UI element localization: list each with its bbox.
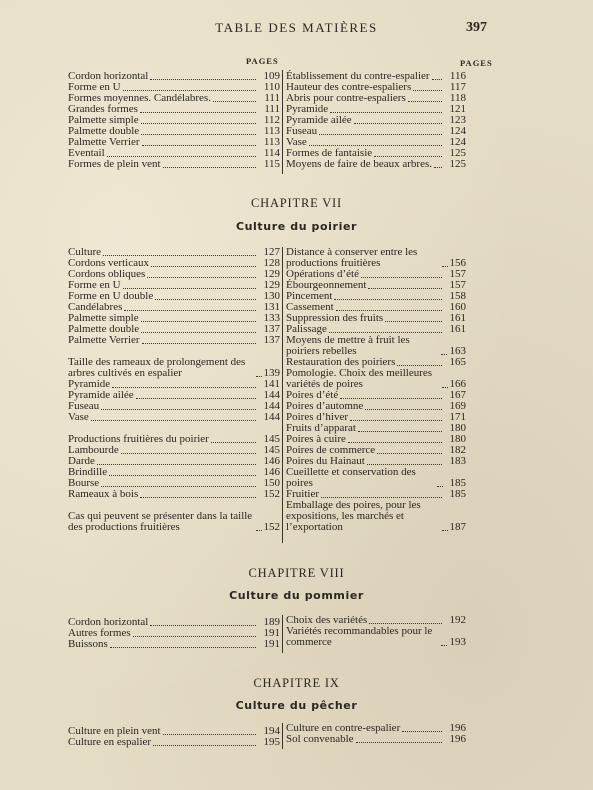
entry-page: 109 (263, 70, 280, 82)
entry-title: Forme en U (68, 81, 121, 93)
entry-page: 139 (263, 367, 280, 379)
entry-page: 191 (263, 627, 280, 639)
entry-page: 144 (263, 389, 280, 401)
dot-leader (101, 486, 256, 487)
dot-leader (213, 101, 256, 102)
toc-entry (68, 159, 280, 170)
entry-page: 121 (449, 103, 466, 115)
dot-leader (256, 376, 262, 377)
entry-page: 192 (449, 614, 466, 626)
toc-block-chapter-8 (68, 615, 468, 655)
entry-title: Palmette Verrier (68, 136, 140, 148)
toc-entry (68, 467, 280, 478)
entry-page: 158 (449, 290, 466, 302)
toc-block-continuation (68, 56, 493, 176)
dot-leader (329, 332, 442, 333)
running-head (0, 20, 593, 38)
toc-entry (68, 335, 280, 346)
entry-title: Moyens de faire de beaux arbres. (286, 158, 432, 170)
dot-leader (211, 442, 256, 443)
entry-title: Pyramide (68, 378, 111, 390)
entry-title: Emballage des poires, pour les expositions, les marchés et l’exportation (286, 499, 421, 533)
entry-page: 183 (449, 455, 466, 467)
entry-title: Établissement du contre-espalier (286, 70, 430, 82)
entry-title: Suppression des fruits (286, 312, 384, 324)
dot-leader (441, 354, 447, 355)
toc-entry (68, 500, 280, 533)
entry-page: 180 (449, 422, 466, 434)
entry-page: 137 (263, 334, 280, 346)
entry-page: 113 (263, 125, 280, 137)
column-divider (282, 247, 283, 543)
dot-leader (147, 277, 256, 278)
entry-page: 111 (264, 103, 280, 115)
entry-page: 166 (449, 378, 466, 390)
column-divider (282, 70, 283, 174)
entry-title: Cordon horizontal (68, 616, 149, 628)
dot-leader (140, 497, 256, 498)
toc-entry (286, 126, 466, 137)
entry-title: Palmette double (68, 323, 140, 335)
dot-leader (340, 398, 442, 399)
entry-page: 111 (264, 92, 280, 104)
dot-leader (377, 453, 442, 454)
entry-page: 124 (449, 136, 466, 148)
dot-leader (133, 636, 256, 637)
entry-page: 128 (263, 257, 280, 269)
dot-leader (319, 134, 442, 135)
entry-page: 196 (449, 722, 466, 734)
entry-page: 163 (449, 345, 466, 357)
dot-leader (142, 145, 256, 146)
entry-page: 146 (263, 466, 280, 478)
entry-title: Candélabres (68, 301, 123, 313)
dot-leader (334, 299, 442, 300)
dot-leader (442, 266, 448, 267)
entry-page: 124 (449, 125, 466, 137)
entry-page: 150 (263, 477, 280, 489)
dot-leader (321, 497, 442, 498)
entry-title: Poires du Hainaut (286, 455, 365, 467)
entry-title: Pincement (286, 290, 333, 302)
chapter-heading: CHAPITRE VIII (248, 566, 345, 580)
entry-title: Eventail (68, 147, 105, 159)
dot-leader (408, 101, 442, 102)
toc-entry (286, 734, 466, 745)
entry-page: 182 (449, 444, 466, 456)
dot-leader (150, 79, 256, 80)
toc-entry (68, 390, 280, 401)
running-title: TABLE DES MATIÈRES (215, 20, 378, 35)
entry-page: 117 (449, 81, 466, 93)
entry-title: Sol convenable (286, 733, 354, 745)
dot-leader (354, 123, 442, 124)
entry-title: Brindille (68, 466, 108, 478)
entry-title: Cueillette et conservation des poires (286, 466, 416, 489)
entry-title: Poires d’hiver (286, 411, 349, 423)
entry-page: 115 (263, 158, 280, 170)
entry-page: 129 (263, 279, 280, 291)
dot-leader (155, 299, 256, 300)
entry-page: 127 (263, 246, 280, 258)
toc-column-left (68, 71, 280, 170)
dot-leader (348, 442, 442, 443)
entry-page: 195 (263, 736, 280, 748)
toc-entry (286, 159, 466, 170)
dot-leader (123, 288, 256, 289)
toc-entry (68, 412, 280, 423)
entry-page: 113 (263, 136, 280, 148)
entry-page: 152 (263, 521, 280, 533)
chapter-subtitle: Culture du pommier (229, 589, 364, 602)
toc-entry (68, 423, 280, 445)
toc-entry (68, 346, 280, 379)
dot-leader (442, 387, 448, 388)
entry-title: Pyramide ailée (68, 389, 134, 401)
entry-title: Taille des rameaux de prolongement des arbres cultivés en espalier (68, 356, 246, 379)
entry-page: 161 (449, 323, 466, 335)
toc-entry (286, 500, 466, 533)
column-divider (282, 723, 283, 749)
entry-page: 130 (263, 290, 280, 302)
entry-title: Fuseau (68, 400, 100, 412)
entry-page: 145 (263, 444, 280, 456)
entry-page: 189 (263, 616, 280, 628)
dot-leader (151, 266, 256, 267)
dot-leader (140, 112, 256, 113)
entry-page: 112 (263, 114, 280, 126)
entry-page: 152 (263, 488, 280, 500)
entry-page: 137 (263, 323, 280, 335)
dot-leader (434, 167, 442, 168)
toc-entry (286, 368, 466, 390)
dot-leader (367, 464, 442, 465)
entry-title: Buissons (68, 638, 108, 650)
dot-leader (97, 464, 256, 465)
entry-title: Cordons verticaux (68, 257, 149, 269)
entry-title: Distance à conserver entre les productions fruitières (286, 246, 418, 269)
dot-leader (101, 409, 256, 410)
dot-leader (150, 625, 256, 626)
entry-title: Ébourgeonnement (286, 279, 367, 291)
entry-title: Moyens de mettre à fruit les poiriers rebelles (286, 334, 410, 357)
dot-leader (124, 310, 256, 311)
chapter-subtitle: Culture du poirier (235, 220, 358, 233)
entry-page: 125 (449, 147, 466, 159)
toc-entry (68, 639, 280, 650)
dot-leader (402, 731, 442, 732)
toc-column-right (286, 71, 466, 170)
dot-leader (109, 475, 256, 476)
dot-leader (397, 365, 442, 366)
dot-leader (153, 745, 256, 746)
entry-page: 193 (449, 636, 466, 648)
entry-page: 165 (449, 356, 466, 368)
entry-title: Bourse (68, 477, 100, 489)
entry-title: Formes moyennes. Candélabres. (68, 92, 211, 104)
dot-leader (163, 734, 256, 735)
entry-page: 146 (263, 455, 280, 467)
entry-page: 144 (263, 400, 280, 412)
entry-page: 169 (449, 400, 466, 412)
dot-leader (374, 156, 442, 157)
dot-leader (432, 79, 442, 80)
entry-title: Restauration des poiriers (286, 356, 396, 368)
dot-leader (368, 288, 442, 289)
toc-entry (286, 247, 466, 269)
entry-page: 196 (449, 733, 466, 745)
entry-title: Abris pour contre-espaliers (286, 92, 406, 104)
chapter-heading: CHAPITRE IX (253, 676, 340, 690)
entry-title: Pyramide ailée (286, 114, 352, 126)
entry-title: Cordon horizontal (68, 70, 149, 82)
entry-page: 114 (263, 147, 280, 159)
entry-title: Autres formes (68, 627, 131, 639)
dot-leader (441, 645, 447, 646)
entry-title: Palmette simple (68, 312, 139, 324)
entry-title: Culture en plein vent (68, 725, 161, 737)
toc-entry (286, 626, 466, 648)
entry-page: 157 (449, 268, 466, 280)
entry-title: Opérations d’été (286, 268, 359, 280)
entry-page: 185 (449, 477, 466, 489)
dot-leader (141, 321, 256, 322)
entry-title: Cordons obliques (68, 268, 146, 280)
toc-entry (68, 489, 280, 500)
entry-title: Fuseau (286, 125, 318, 137)
entry-page: 144 (263, 411, 280, 423)
entry-title: Palmette double (68, 125, 140, 137)
entry-page: 156 (449, 257, 466, 269)
dot-leader (413, 90, 442, 91)
toc-column-right (286, 615, 466, 648)
entry-page: 191 (263, 638, 280, 650)
entry-title: Variétés recommandables pour le commerce (286, 625, 433, 648)
entry-page: 129 (263, 268, 280, 280)
entry-page: 141 (263, 378, 280, 390)
entry-title: Fruitier (286, 488, 319, 500)
entry-title: Culture (68, 246, 101, 258)
entry-page: 160 (449, 301, 466, 313)
entry-title: Poires de commerce (286, 444, 376, 456)
dot-leader (141, 332, 256, 333)
dot-leader (141, 134, 256, 135)
dot-leader (358, 431, 442, 432)
entry-title: Formes de plein vent (68, 158, 161, 170)
entry-page: 194 (263, 725, 280, 737)
dot-leader (163, 167, 256, 168)
dot-leader (361, 277, 442, 278)
entry-title: Rameaux à bois (68, 488, 139, 500)
entry-page: 123 (449, 114, 466, 126)
entry-title: Vase (68, 411, 89, 423)
entry-page: 118 (449, 92, 466, 104)
dot-leader (136, 398, 256, 399)
dot-leader (142, 343, 256, 344)
toc-block-chapter-9 (68, 723, 468, 753)
dot-leader (356, 742, 442, 743)
entry-page: 167 (449, 389, 466, 401)
toc-entry (68, 401, 280, 412)
dot-leader (350, 420, 442, 421)
pages-label-left: PAGES (246, 56, 279, 66)
entry-page: 110 (263, 81, 280, 93)
entry-title: Forme en U (68, 279, 121, 291)
toc-entry (68, 737, 280, 748)
entry-page: 161 (449, 312, 466, 324)
toc-column-right (286, 247, 466, 533)
toc-block-chapter-7 (68, 247, 468, 547)
entry-title: Forme en U double (68, 290, 154, 302)
entry-title: Palmette simple (68, 114, 139, 126)
entry-title: Pyramide (286, 103, 329, 115)
dot-leader (91, 420, 256, 421)
dot-leader (385, 321, 442, 322)
toc-column-left (68, 726, 280, 748)
dot-leader (103, 255, 256, 256)
entry-title: Cas qui peuvent se présenter dans la taille des productions fruitières (68, 510, 253, 533)
entry-page: 157 (449, 279, 466, 291)
entry-page: 171 (449, 411, 466, 423)
dot-leader (107, 156, 256, 157)
dot-leader (309, 145, 442, 146)
entry-page: 133 (263, 312, 280, 324)
entry-title: Fruits d’apparat (286, 422, 356, 434)
entry-title: Culture en espalier (68, 736, 152, 748)
entry-title: Productions fruitières du poirier (68, 433, 209, 445)
toc-column-right (286, 723, 466, 745)
entry-title: Cassement (286, 301, 334, 313)
entry-title: Poires d’automne (286, 400, 364, 412)
entry-page: 125 (449, 158, 466, 170)
toc-column-left (68, 247, 280, 533)
toc-entry (68, 445, 280, 456)
entry-title: Poires d’été (286, 389, 339, 401)
dot-leader (112, 387, 256, 388)
entry-title: Choix des variétés (286, 614, 368, 626)
chapter-heading: CHAPITRE VII (251, 196, 342, 210)
entry-title: Poires à cuire (286, 433, 346, 445)
dot-leader (336, 310, 442, 311)
entry-page: 131 (263, 301, 280, 313)
toc-entry (286, 335, 466, 357)
chapter-subtitle: Culture du pêcher (235, 699, 358, 712)
dot-leader (121, 453, 256, 454)
toc-entry (286, 467, 466, 489)
dot-leader (365, 409, 442, 410)
entry-title: Palmette Verrier (68, 334, 140, 346)
dot-leader (110, 647, 256, 648)
entry-title: Palissage (286, 323, 327, 335)
entry-title: Culture en contre-espalier (286, 722, 401, 734)
entry-page: 116 (449, 70, 466, 82)
entry-title: Lambourde (68, 444, 119, 456)
entry-title: Darde (68, 455, 95, 467)
dot-leader (437, 486, 443, 487)
entry-page: 145 (263, 433, 280, 445)
entry-page: 187 (449, 521, 466, 533)
dot-leader (330, 112, 442, 113)
entry-title: Formes de fantaisie (286, 147, 373, 159)
entry-title: Hauteur des contre-espaliers (286, 81, 412, 93)
entry-page: 185 (449, 488, 466, 500)
dot-leader (123, 90, 256, 91)
dot-leader (442, 530, 448, 531)
entry-title: Pomologie. Choix des meilleures variétés de poires (286, 367, 433, 390)
column-divider (282, 615, 283, 653)
pages-label-right: PAGES (460, 58, 493, 68)
dot-leader (141, 123, 256, 124)
dot-leader (369, 623, 442, 624)
toc-column-left (68, 617, 280, 650)
entry-title: Vase (286, 136, 307, 148)
page-number: 397 (466, 20, 487, 35)
entry-page: 180 (449, 433, 466, 445)
entry-title: Grandes formes (68, 103, 138, 115)
dot-leader (256, 530, 262, 531)
